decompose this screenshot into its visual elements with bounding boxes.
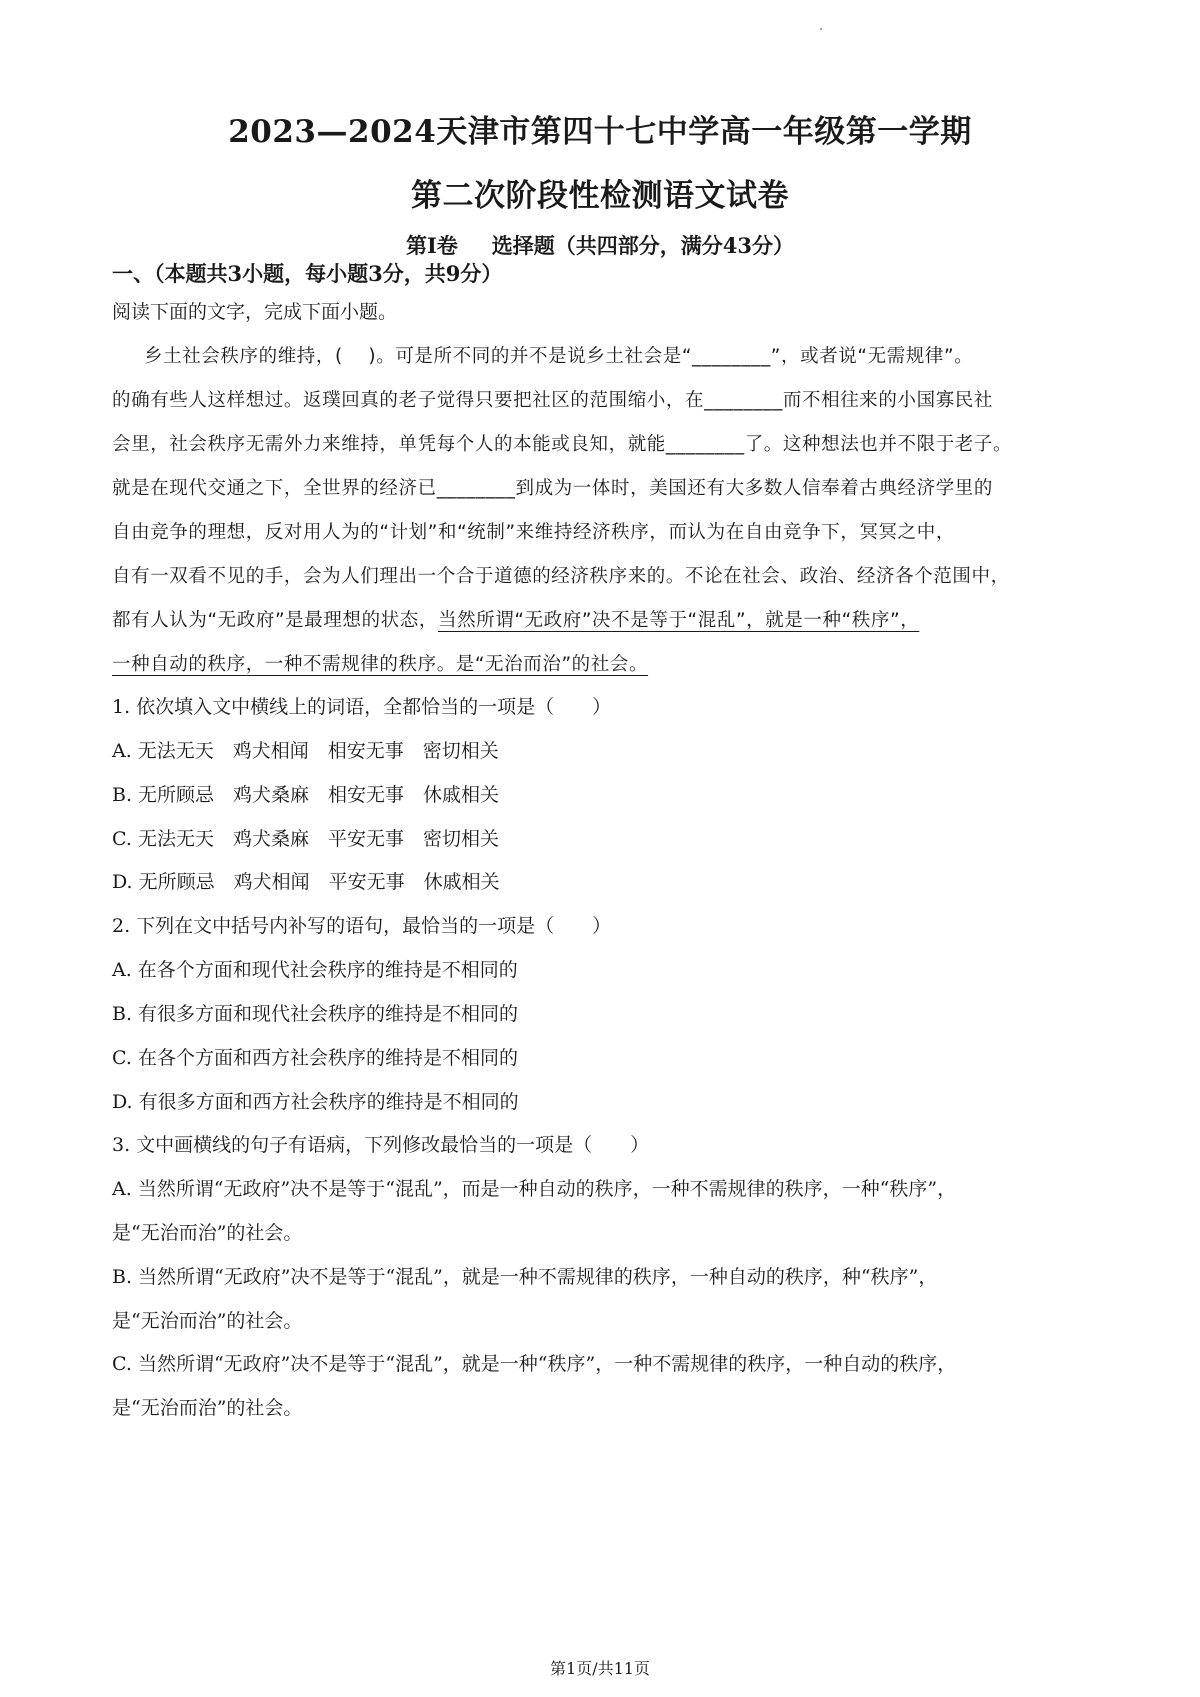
exam-title-line1: 2023—2024天津市第四十七中学高一年级第一学期 (228, 114, 972, 150)
section-desc: 选择题（共四部分，满分43分） (491, 233, 795, 258)
option-b: B. 有很多方面和现代社会秩序的维持是不相同的 (112, 1003, 519, 1025)
exam-title-line2: 第二次阶段性检测语文试卷 (411, 178, 789, 214)
option-b: B. 当然所谓“无政府”决不是等于“混乱”，就是一种不需规律的秩序，一种自动的秩序，种“秩序”， (112, 1266, 938, 1288)
underlined-sentence: 一种自动的秩序，一种不需规律的秩序。是“无治而治”的社会。 (112, 654, 649, 675)
option-c: C. 当然所谓“无政府”决不是等于“混乱”，就是一种“秩序”，一种不需规律的秩序，一种自动的秩序， (112, 1353, 957, 1375)
question-stem: 2. 下列在文中括号内补写的语句，最恰当的一项是（ ） (112, 915, 612, 937)
section-part: 第Ⅰ卷 (405, 233, 458, 258)
option-d: D. 有很多方面和西方社会秩序的维持是不相同的 (112, 1091, 519, 1113)
option-c: C. 无法无天 鸡犬桑麻 平安无事 密切相关 (112, 828, 499, 850)
passage-line: 就是在现代交通之下，全世界的经济已________到成为一体时，美国还有大多数人信奉着古典经济学里的 (112, 478, 994, 499)
part1-heading: 一、（本题共3小题，每小题3分，共9分） (112, 261, 503, 286)
option-a: A. 当然所谓“无政府”决不是等于“混乱”，而是一种自动的秩序，一种不需规律的秩序，一种“秩序”， (112, 1178, 957, 1200)
passage-line: 的确有些人这样想过。返璞回真的老子觉得只要把社区的范围缩小，在________而不相往来的小国寡民社 (112, 390, 994, 411)
option-a: A. 无法无天 鸡犬相闻 相安无事 密切相关 (112, 740, 499, 762)
passage-line (112, 606, 919, 632)
underlined-sentence: 当然所谓“无政府”决不是等于“混乱”，就是一种“秩序”， (437, 610, 920, 631)
section-header (0, 230, 1200, 260)
option-c: C. 在各个方面和西方社会秩序的维持是不相同的 (112, 1047, 518, 1069)
option-a: A. 在各个方面和现代社会秩序的维持是不相同的 (112, 959, 518, 981)
scan-speck (820, 28, 822, 30)
reading-instruction: 阅读下面的文字，完成下面小题。 (112, 301, 398, 323)
option-b-continued: 是“无治而治”的社会。 (112, 1310, 303, 1332)
passage-line: 乡土社会秩序的维持，( )。可是所不同的并不是说乡土社会是“________”，或者说“无需规律”。 (144, 346, 974, 367)
page-number: 第1页/共11页 (550, 1659, 650, 1678)
option-d: D. 无所顾忌 鸡犬相闻 平安无事 休戚相关 (112, 871, 500, 893)
passage-line: 自由竞争的理想，反对用人为的“计划”和“统制”来维持经济秩序，而认为在自由竞争下，冥冥之中， (112, 522, 955, 543)
option-b: B. 无所顾忌 鸡犬桑麻 相安无事 休戚相关 (112, 784, 500, 806)
option-c-continued: 是“无治而治”的社会。 (112, 1397, 303, 1419)
passage-text: 都有人认为“无政府”是最理想的状态， (112, 610, 438, 631)
question-stem: 1. 依次填入文中横线上的词语，全都恰当的一项是（ ） (112, 696, 612, 718)
question-stem: 3. 文中画横线的句子有语病，下列修改最恰当的一项是（ ） (112, 1134, 650, 1156)
passage-line (112, 650, 648, 676)
option-a-continued: 是“无治而治”的社会。 (112, 1222, 303, 1244)
passage-line: 自有一双看不见的手，会为人们理出一个合于道德的经济秩序来的。不论在社会、政治、经济各个范围中， (112, 566, 1010, 587)
passage-line: 会里，社会秩序无需外力来维持，单凭每个人的本能或良知，就能________了。这种想法也并不限于老子。 (112, 434, 1013, 455)
